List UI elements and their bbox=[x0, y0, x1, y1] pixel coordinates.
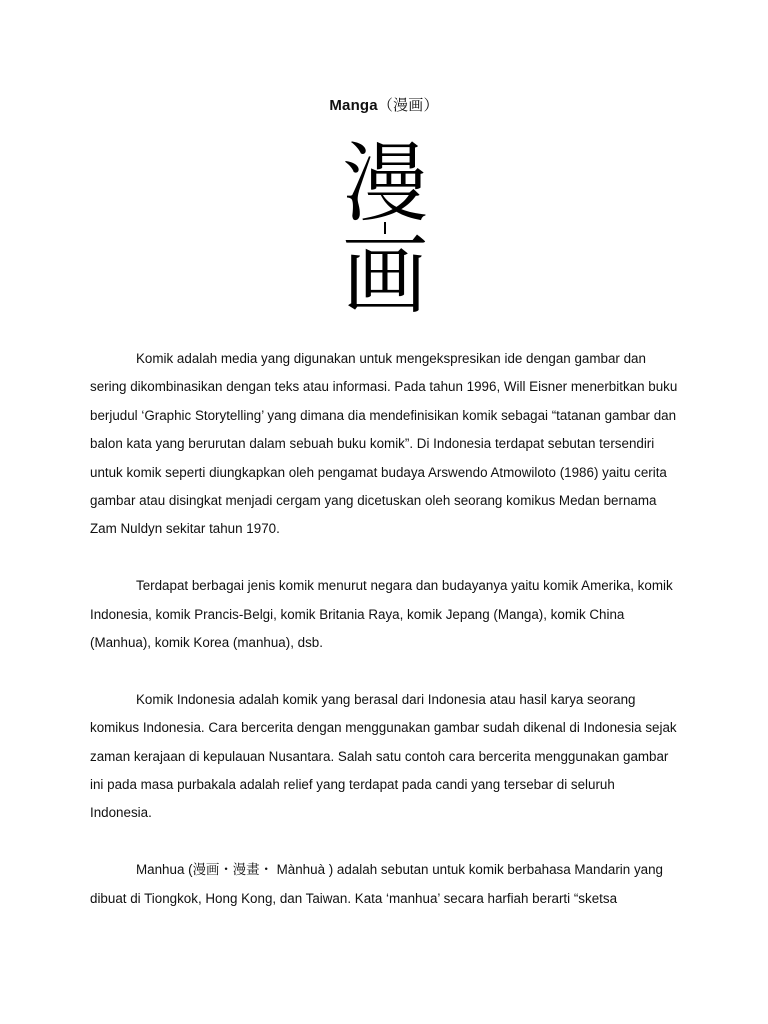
paragraph-jenis-komik: Terdapat berbagai jenis komik menurut negara dan budayanya yaitu komik Amerika, komik Indonesia, komik Prancis-Belgi, komik Britania Raya, komik Jepang (Manga), komik China (Manhua), komik Korea (manhua), dsb. bbox=[90, 578, 673, 651]
manga-calligraphy bbox=[330, 134, 440, 326]
paragraph-komik: Komik adalah media yang digunakan untuk mengekspresikan ide dengan gambar dan sering dikombinasikan dengan teks atau informasi. Pada tahun 1996, Will Eisner menerbitkan buku berjudul ‘Graphic Storytelling’ yang dimana dia mendefinisikan komik sebagai “tatanan gambar dan balon kata yang berurutan dalam sebuah buku komik”. Di Indonesia terdapat sebutan tersendiri untuk komik seperti diungkapkan oleh pengamat budaya Arswendo Atmowiloto (1986) yaitu cerita gambar atau disingkat menjadi cergam yang dicetuskan oleh seorang komikus Medan bernama Zam Nuldyn sekitar tahun 1970. bbox=[90, 351, 678, 537]
paragraph-manhua: Manhua (漫画・漫畫・ Mànhuà ) adalah sebutan untuk komik berbahasa Mandarin yang dibuat di Tiongkok, Hong Kong, dan Taiwan. Kata ‘manhua’ secara harfiah berarti “sketsa bbox=[90, 862, 663, 906]
title-text: Manga bbox=[329, 97, 378, 114]
paragraph-komik-indonesia: Komik Indonesia adalah komik yang berasal dari Indonesia atau hasil karya seorang komikus Indonesia. Cara bercerita dengan menggunakan gambar sudah dikenal di Indonesia sejak zaman kerajaan di kepulauan Nusantara. Salah satu contoh cara bercerita menggunakan gambar ini pada masa purbakala adalah relief yang terdapat pada candi yang tersebar di seluruh Indonesia. bbox=[90, 691, 677, 821]
body-text bbox=[90, 345, 680, 913]
kanji-ga: 画 bbox=[342, 226, 428, 326]
title-kanji: （漫画） bbox=[377, 97, 439, 114]
kanji-man: 漫 bbox=[342, 134, 428, 234]
page-title bbox=[0, 94, 768, 115]
